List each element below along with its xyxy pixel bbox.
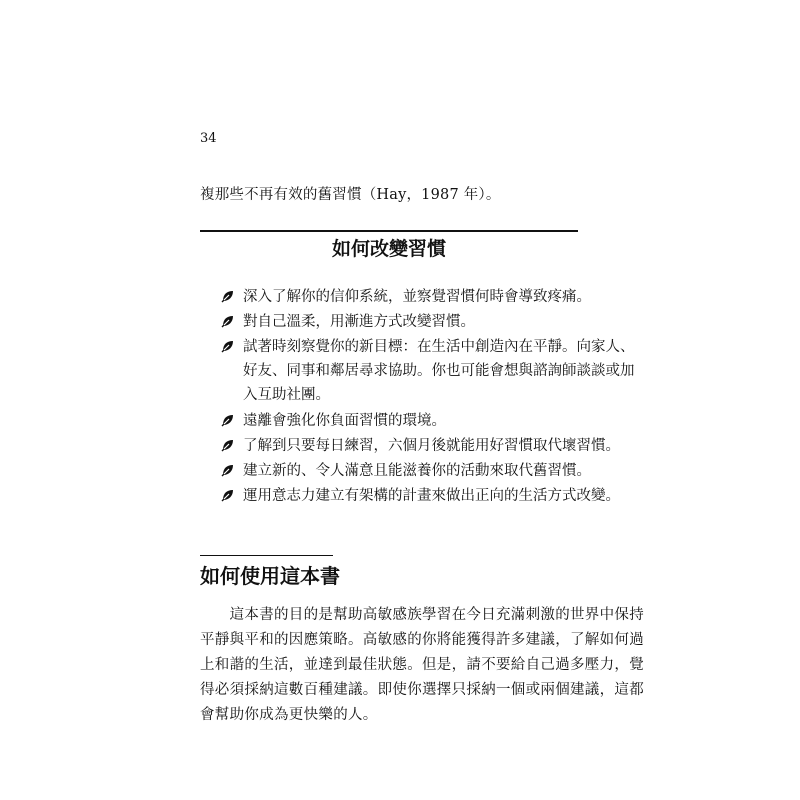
list-item: 試著時刻察覺你的新目標：在生活中創造內在平靜。向家人、 [243,339,635,355]
leaf-bullet-icon [221,464,234,477]
list-item: 了解到只要每日練習，六個月後就能用好習慣取代壞習慣。 [243,438,620,454]
leaf-bullet-icon [221,290,234,303]
leaf-bullet-icon [221,340,234,353]
section-rule-short [200,555,333,556]
leaf-bullet-icon [221,489,234,502]
leaf-bullet-icon [221,414,234,427]
list-item: 運用意志力建立有架構的計畫來做出正向的生活方式改變。 [243,488,620,504]
list-item-continuation: 好友、同事和鄰居尋求協助。你也可能會想與諮詢師談談或加 [243,363,635,379]
paragraph-line: 上和諧的生活，並達到最佳狀態。但是，請不要給自己過多壓力，覺 [200,657,644,673]
list-item: 深入了解你的信仰系統，並察覺習慣何時會導致疼痛。 [243,289,591,305]
list-item: 對自己溫柔，用漸進方式改變習慣。 [243,314,475,330]
list-item: 建立新的、令人滿意且能滋養你的活動來取代舊習慣。 [243,463,591,479]
paragraph-line: 平靜與平和的因應策略。高敏感的你將能獲得許多建議，了解如何過 [200,632,644,648]
intro-line: 複那些不再有效的舊習慣（Hay，1987 年）。 [200,187,501,203]
section-heading-change-habits: 如何改變習慣 [331,238,446,260]
section-rule [200,230,578,232]
list-item-continuation: 入互助社團。 [243,387,330,403]
leaf-bullet-icon [221,439,234,452]
paragraph-line: 得必須採納這數百種建議。即使你選擇只採納一個或兩個建議，這都 [200,682,644,698]
page-number: 34 [200,131,217,146]
leaf-bullet-icon [221,315,234,328]
paragraph-line: 會幫助你成為更快樂的人。 [200,707,378,723]
paragraph-line: 這本書的目的是幫助高敏感族學習在今日充滿刺激的世界中保持 [200,607,644,623]
section-heading-how-to-use: 如何使用這本書 [200,564,340,588]
list-item: 遠離會強化你負面習慣的環境。 [243,413,446,429]
